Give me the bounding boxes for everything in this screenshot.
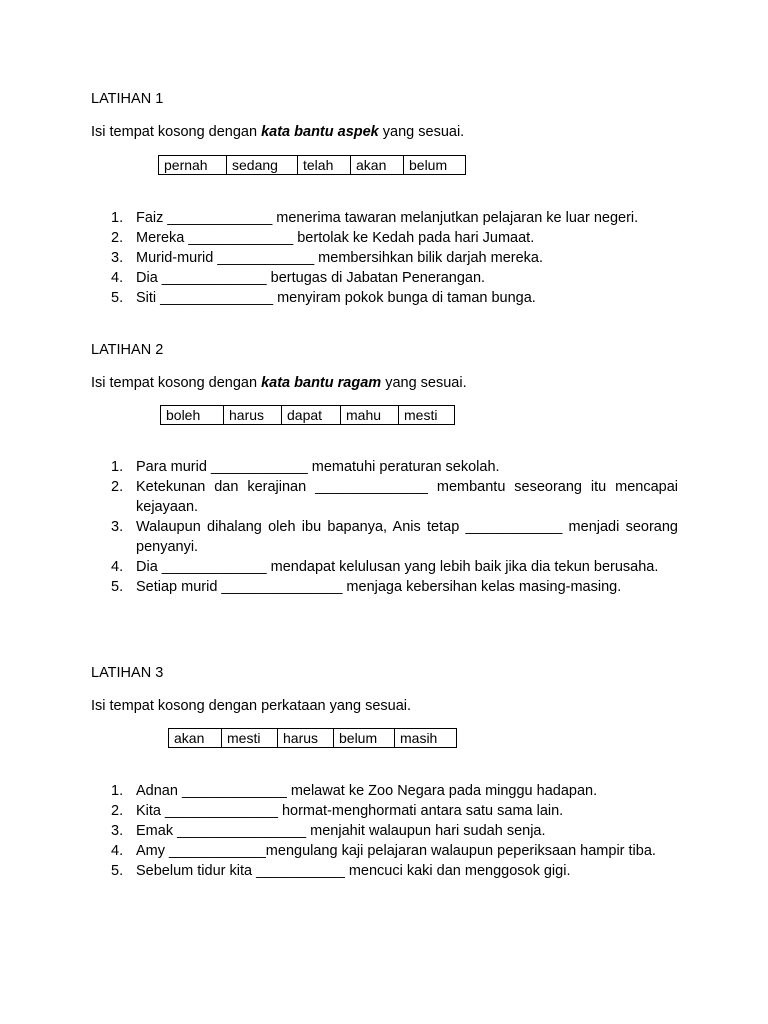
question-text: Amy ____________mengulang kaji pelajaran walaupun peperiksaan hampir tiba. — [136, 843, 656, 859]
question-item — [91, 457, 678, 477]
question-number: 1. — [111, 210, 124, 226]
instruction-emphasis: kata bantu ragam — [261, 375, 382, 391]
question-text: Siti ______________ menyiram pokok bunga di taman bunga. — [136, 290, 536, 306]
question-item — [91, 268, 678, 288]
word-cell: mahu — [341, 406, 399, 425]
instruction-text-end: yang sesuai. — [381, 375, 467, 391]
question-number: 5. — [111, 290, 124, 306]
section-title: LATIHAN 3 — [91, 665, 164, 681]
question-text: Sebelum tidur kita ___________ mencuci kaki dan menggosok gigi. — [136, 863, 571, 879]
question-text: Setiap murid _______________ menjaga kebersihan kelas masing-masing. — [136, 579, 622, 595]
instruction-text: Isi tempat kosong dengan — [91, 375, 262, 391]
question-text: Murid-murid ____________ membersihkan bilik darjah mereka. — [136, 250, 544, 266]
question-text: Faiz _____________ menerima tawaran melanjutkan pelajaran ke luar negeri. — [136, 210, 639, 226]
question-number: 2. — [111, 479, 124, 495]
question-text: Dia _____________ mendapat kelulusan yang lebih baik jika dia tekun berusaha. — [136, 559, 659, 575]
section-title: LATIHAN 2 — [91, 342, 164, 358]
question-list — [91, 781, 678, 881]
question-item — [91, 248, 678, 268]
word-cell: mesti — [222, 729, 278, 748]
question-number: 5. — [111, 579, 124, 595]
word-cell: sedang — [227, 156, 298, 175]
question-number: 1. — [111, 783, 124, 799]
section-instruction — [91, 374, 467, 392]
question-number: 2. — [111, 230, 124, 246]
question-item — [91, 821, 678, 841]
question-item — [91, 228, 678, 248]
question-number: 2. — [111, 803, 124, 819]
word-cell: telah — [298, 156, 351, 175]
question-list — [91, 457, 678, 597]
question-number: 3. — [111, 250, 124, 266]
question-text: Adnan _____________ melawat ke Zoo Negara pada minggu hadapan. — [136, 783, 598, 799]
word-cell: harus — [278, 729, 334, 748]
instruction-text-end: yang sesuai. — [378, 124, 465, 140]
word-cell: masih — [395, 729, 457, 748]
section-instruction — [91, 697, 411, 715]
question-number: 5. — [111, 863, 124, 879]
section-instruction — [91, 123, 464, 141]
instruction-text: Isi tempat kosong dengan perkataan yang sesuai. — [91, 698, 412, 714]
word-box — [168, 728, 457, 748]
question-number: 4. — [111, 270, 124, 286]
word-cell: belum — [404, 156, 466, 175]
question-text: Walaupun dihalang oleh ibu bapanya, Anis tetap ____________ menjadi seorang penyanyi. — [136, 519, 678, 555]
word-cell: boleh — [161, 406, 224, 425]
question-text: Ketekunan dan kerajinan ______________ membantu seseorang itu mencapai kejayaan. — [136, 479, 678, 515]
question-text: Dia _____________ bertugas di Jabatan Penerangan. — [136, 270, 486, 286]
question-item — [91, 861, 678, 881]
question-text: Mereka _____________ bertolak ke Kedah pada hari Jumaat. — [136, 230, 535, 246]
word-cell: pernah — [159, 156, 227, 175]
question-number: 1. — [111, 459, 124, 475]
question-item — [91, 557, 678, 577]
instruction-text: Isi tempat kosong dengan — [91, 124, 262, 140]
word-cell: harus — [224, 406, 282, 425]
question-number: 3. — [111, 823, 124, 839]
question-text: Kita ______________ hormat-menghormati antara satu sama lain. — [136, 803, 564, 819]
question-item — [91, 477, 678, 517]
word-cell: mesti — [399, 406, 455, 425]
question-item — [91, 577, 678, 597]
word-cell: akan — [169, 729, 222, 748]
question-item — [91, 288, 678, 308]
question-item — [91, 517, 678, 557]
word-cell: akan — [351, 156, 404, 175]
question-number: 3. — [111, 519, 124, 535]
section-title: LATIHAN 1 — [91, 91, 164, 107]
question-item — [91, 801, 678, 821]
question-item — [91, 841, 678, 861]
instruction-emphasis: kata bantu aspek — [261, 124, 379, 140]
word-cell: belum — [334, 729, 395, 748]
word-box — [158, 155, 466, 175]
question-text: Para murid ____________ mematuhi peraturan sekolah. — [136, 459, 500, 475]
question-item — [91, 781, 678, 801]
question-number: 4. — [111, 559, 124, 575]
word-cell: dapat — [282, 406, 341, 425]
question-text: Emak ________________ menjahit walaupun hari sudah senja. — [136, 823, 546, 839]
question-number: 4. — [111, 843, 124, 859]
word-box — [160, 405, 455, 425]
question-list — [91, 208, 678, 308]
question-item — [91, 208, 678, 228]
